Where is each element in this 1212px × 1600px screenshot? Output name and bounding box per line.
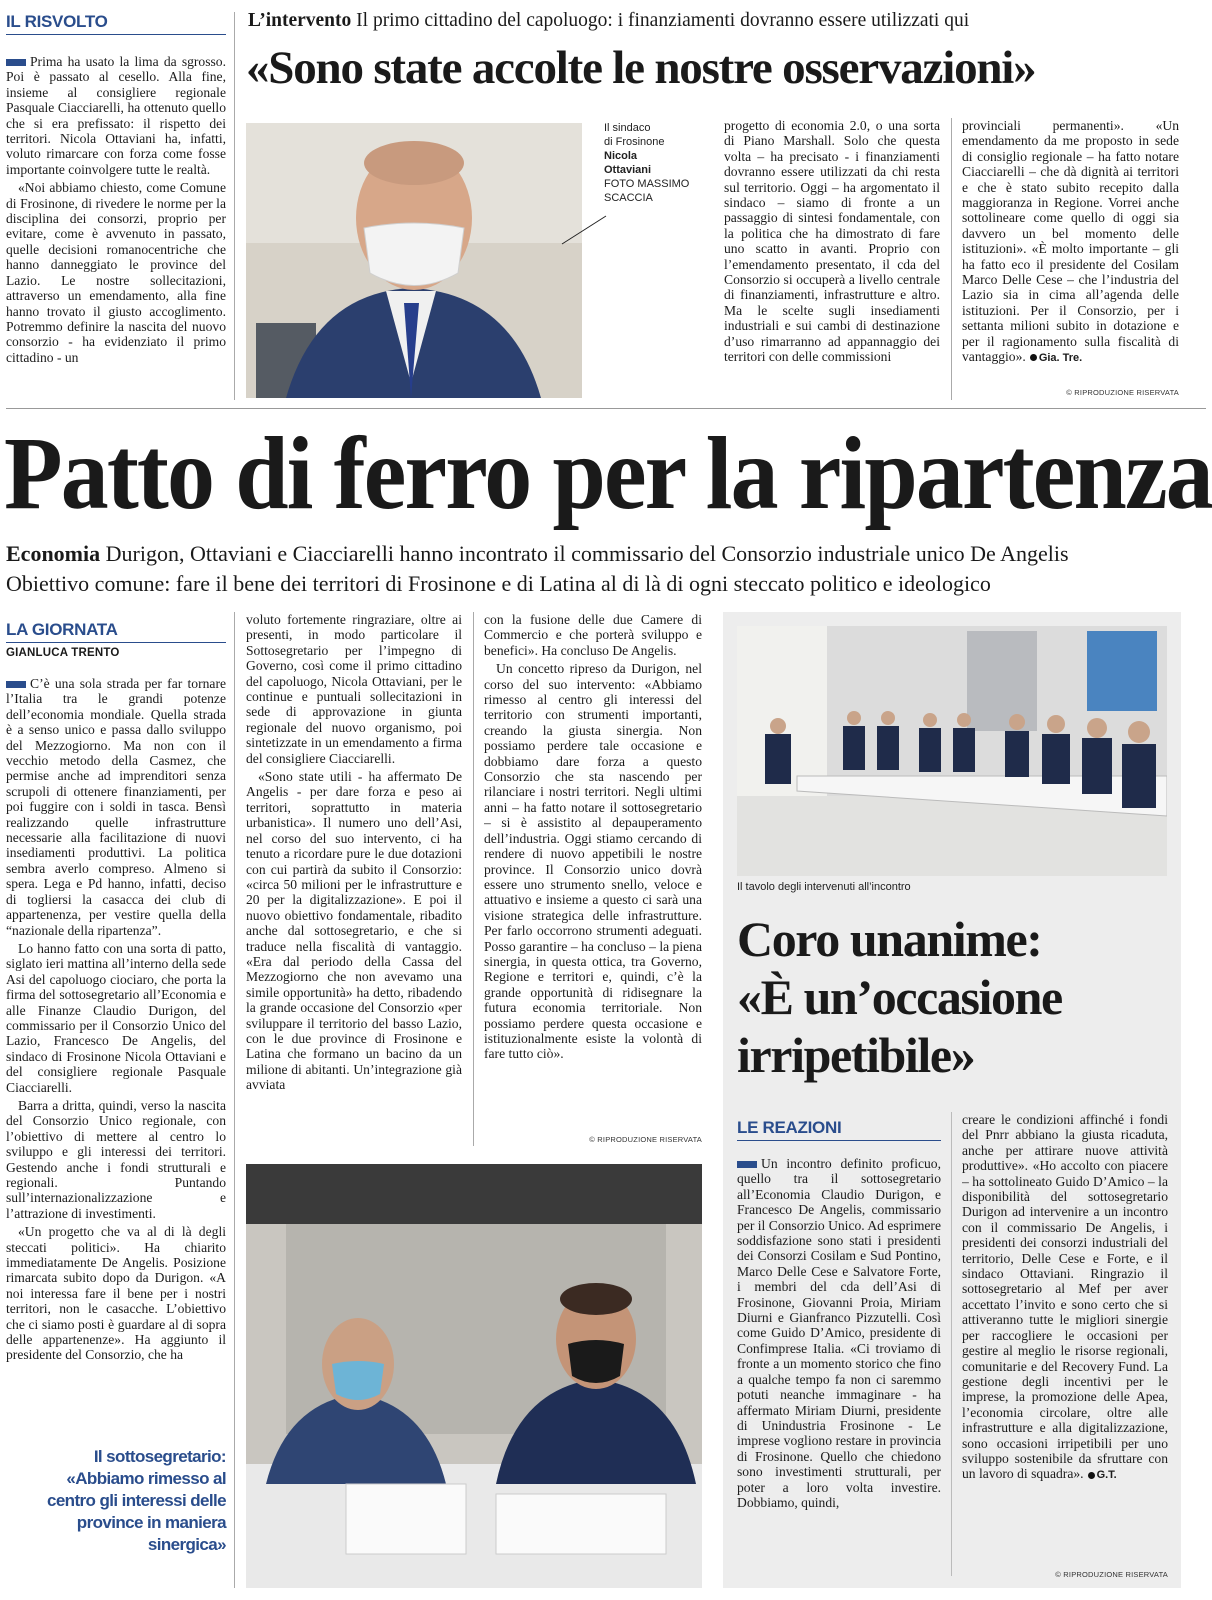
main-kicker: Economia xyxy=(6,541,101,566)
top-left-column xyxy=(6,54,226,400)
photo-mayor-caption xyxy=(604,121,714,205)
main-col-2 xyxy=(246,612,462,1146)
mayor-illustration xyxy=(246,123,582,398)
side-headline-line: irripetibile» xyxy=(737,1027,975,1083)
main-rights: © RIPRODUZIONE RISERVATA xyxy=(589,1135,702,1144)
caption-line: Nicola xyxy=(604,150,638,162)
byline: GIANLUCA TRENTO xyxy=(6,647,120,659)
top-col-3-text: progetto di economia 2.0, o una sorta di Piano Marshall. Solo che questa volta – ha precisato - i finanziamenti dovranno essere utilizzati da chi resta sul territorio. Oggi – ha argomentato il sindaco – siamo di fronte a un passaggio di sintesi fondamentale, con la politica che ha dimostrato di fare uno scatto in avanti. Proprio con l’emendamento presentato, il cda del Consorzio si occuperà a livello centrale di finanziamenti, infrastrutture e altro. Ma le scelte sugli insediamenti industriali e sui cambi di destinazione d’uso rimarranno ad appannaggio dei territori con delle commissioni xyxy=(724,118,940,365)
top-col-3 xyxy=(724,118,940,398)
main-deck-line-2: Obiettivo comune: fare il bene dei territori di Frosinone e di Latina al di là di ogni steccato politico e ideologico xyxy=(6,571,991,596)
section-label-reazioni: LE REAZIONI xyxy=(737,1118,941,1141)
main-col-1 xyxy=(6,676,226,1424)
side-col1-text: Un incontro definito proficuo, quello tra il sottosegretario all’Economia Claudio Durigon, e Francesco De Angelis, commissario per il Consorzio Unico. Ad esprimere soddisfazione sono stati i presidenti dei Consorzi Cosilam e Sud Pontino, Marco Delle Cese e Salvatore Forte, i membri del cda dell’Asi di Frosinone, Giovanni Proia, Miriam Diurni e Gianfranco Pizzutelli. Così come Guido D’Amico, presidente di Confimprese Italia. «Ci troviamo di fronte a un momento storico che fino a qualche tempo fa non ci saremmo potuti neanche immaginare - ha affermato Miriam Diurni, presidente di Unindustria Frosinone - Le imprese vogliono restare in provincia di Frosinone. Quello che chiedono sono investimenti strutturali, per poter a loro volta investire. Dobbiamo, quindi, xyxy=(737,1156,941,1510)
top-col-4-text: provinciali permanenti». «Un emendamento da me proposto in sede di consiglio regionale – ha fatto notare Ciacciarelli – che dà dignità ai territori e che è stato subito recepito dalla maggioranza in Regione. Vorrei anche sottolineare come quello di oggi sia davvero un bel momento delle istituzioni». «È molto importante – gli ha fatto eco il presidente del Cosilam Marco Delle Cese – che l’industria del Lazio sia in cima all’agenda delle istituzioni. Per il Consorzio, per i settanta milioni subito in dotazione e per il ragionamento sulla fiscalità di vantaggio». xyxy=(962,118,1179,365)
side-col-2 xyxy=(962,1112,1168,1566)
side-headline xyxy=(737,910,1177,1084)
photo-two-men xyxy=(246,1164,702,1588)
lead-mark xyxy=(737,1161,757,1168)
photo-mayor xyxy=(246,123,582,398)
side-col2-text: creare le condizioni affinché i fondi del Pnrr abbiano la giusta ricaduta, anche per attirare nuove attività produttive». «Ho accolto con piacere – ha sottolineato Guido D’Amico – la disponibilità del sottosegretario Durigon ad intervenire a un incontro con il commissario De Angelis, i presidenti dei consorzi industriali del territorio, Delle Cese e Forte, e il sindaco Ottaviani. Ringrazio il sottosegretario al Mef per aver accettato l’invito e sono certo che si attiveranno tutte le migliori sinergie per raccogliere le occasioni per gestire al meglio le risorse regionali, comunitarie e del Recovery Fund. La gestione degli incentivi per le imprese, la promozione delle Apea, l’economia circolare, oltre alle infrastrutture e alla digitalizzazione, sono occasioni irripetibili per uno sviluppo sostenibile da sfruttare con un lavoro di squadra». xyxy=(962,1112,1168,1482)
section-label-risvolto: IL RISVOLTO xyxy=(6,12,226,35)
main-col2-par: voluto fortemente ringraziare, oltre ai presenti, in modo particolare il Sottosegretario per l’impegno di Governo, così come il primo cittadino del capoluogo, Nicola Ottaviani, per le continue e puntuali sollecitazioni in sede di approvazione in giunta regionale del nuovo organismo, poi sintetizzate in un emendamento a firma del consigliere Ciacciarelli. xyxy=(246,612,462,766)
top-headline: «Sono state accolte le nostre osservazioni» xyxy=(246,42,1036,94)
section-label-giornata: LA GIORNATA xyxy=(6,620,226,643)
caption-line: di Frosinone xyxy=(604,136,665,148)
side-signature: G.T. xyxy=(1096,1469,1117,1482)
meeting-illustration xyxy=(737,626,1167,876)
caption-line: Il sindaco xyxy=(604,122,651,134)
signature-dot xyxy=(1088,1472,1095,1479)
top-col-4 xyxy=(962,118,1179,386)
main-col1-par: «Un progetto che va al di là degli steccati politici». Ha chiarito immediatamente De Angelis. Posizione rimarcata subito dopo da Durigon. «A noi interessa fare il bene per i nostri territori, non le casacche. L’obiettivo che ci siamo posti è guardare al di sopra delle appartenenze». Ha aggiunto il presidente del Consorzio, che ha xyxy=(6,1224,226,1363)
photo-meeting-caption: Il tavolo degli intervenuti all’incontro xyxy=(737,881,911,893)
lead-mark xyxy=(6,59,26,66)
main-deck-line-1 xyxy=(6,540,1212,568)
main-col1-par: C’è una sola strada per far tornare l’Italia tra le grandi potenze dell’economia mondiale. Quella strada è a senso unico e passa dallo sviluppo del Mezzogiorno. Ma non con il vecchio metodo della Casmez, che permise anche ad imprenditori senza scrupoli di ottenere finanziamenti, per poi fuggire con i soldi in tasca. Bensì realizzando quelle infrastrutture necessarie alla facilitazione di nuovi insediamenti produttivi. La politica sembra averlo compreso. Almeno si spera. Lega e Pd hanno, infatti, deciso di togliersi la casacca dei club di appartenenza, per vestire quella della “nazionale della ripartenza”. xyxy=(6,676,226,938)
signature-dot xyxy=(1030,354,1037,361)
main-col3-par: Un concetto ripreso da Durigon, nel corso del suo intervento: «Abbiamo rimesso al centro gli interessi del territorio con strumenti importanti, creando la giusta sinergia. Non possiamo perdere tale occasione e dobbiamo dare forza a questo Consorzio che sta nascendo per rilanciare i nostri territori. Negli ultimi anni – ha fatto notare il sottosegretario – si è assistito al depauperamento dell’industria. Oggi stiamo cercando di rendere di nuovo appetibili le nostre province. Il Consorzio unico dovrà essere uno strumento snello, veloce e attuativo e insieme a questo ci sarà una visione strategica delle infrastrutture. Per farlo occorrono strumenti adeguati. Posso garantire – ha concluso – la piena sinergia, in questa ottica, tra Governo, Regione e territori e, quindi, c’è la grande opportunità di ridisegnare la futura economia territoriale. Non possiamo perdere questa occasione e istituzionalmente esiste la volontà di fare tutto ciò». xyxy=(484,661,702,1062)
main-col-3 xyxy=(484,612,702,1132)
photo-meeting-table xyxy=(737,626,1167,876)
caption-line: SCACCIA xyxy=(604,192,653,204)
main-headline: Patto di ferro per la ripartenza xyxy=(4,416,1212,531)
pull-quote-line: centro gli interessi delle xyxy=(46,1491,226,1510)
top-rights: © RIPRODUZIONE RISERVATA xyxy=(1066,388,1179,397)
lead-mark xyxy=(6,681,26,688)
side-headline-line: Coro unanime: xyxy=(737,911,1042,967)
main-col2-par: «Sono state utili - ha affermato De Angelis - per dare forza e peso ai territori, soprattutto in materia urbanistica». Il numero uno dell’Asi, nel corso del suo intervento, ci ha tenuto a ricordare pure le due dotazioni con cui partirà da subito il Consorzio: «circa 50 milioni per le infrastrutture e 20 per la digitalizzazione». E poi il nuovo obiettivo fondamentale, ribadito anche dal sottosegretario, e che si traduce nella fiscalità di vantaggio. «Era dal periodo della Cassa del Mezzogiorno che non avevamo una simile opportunità» ha detto, ribadendo la grande occasione del Consorzio «per sviluppare il territorio del basso Lazio, con le due province di Frosinone e Latina che formano un bacino da un milione di abitanti. Un’integrazione già avviata xyxy=(246,769,462,1093)
top-left-par-1: Prima ha usato la lima da sgrosso. Poi è passato al cesello. Alla fine, insieme al consigliere regionale Pasquale Ciacciarelli, ha ottenuto quello che si era prefissato: il rispetto dei territori. Nicola Ottaviani ha, infatti, voluto rimarcare con forza come fosse importante coinvolgere tutte le realtà. xyxy=(6,54,226,177)
side-col-1 xyxy=(737,1156,941,1580)
top-kicker-label: L’intervento xyxy=(248,10,352,31)
top-kicker-rest: Il primo cittadino del capoluogo: i finanziamenti dovranno essere utilizzati qui xyxy=(356,10,970,31)
top-kicker xyxy=(248,10,1208,32)
pull-quote-line: Il sottosegretario: xyxy=(93,1447,226,1466)
caption-pointer xyxy=(560,212,610,252)
caption-line: Ottaviani xyxy=(604,164,652,176)
pull-quote-line: sinergica» xyxy=(147,1535,226,1554)
main-col1-par: Barra a dritta, quindi, verso la nascita del Consorzio Unico regionale, con l’obiettivo di mettere al centro lo sviluppo e gli interessi dei territori. Gestendo anche i fondi strutturali e regionali. Puntando sull’internazionalizzazione e l’attrazione di investimenti. xyxy=(6,1097,226,1221)
main-col3-par: con la fusione delle due Camere di Commercio e che porterà sviluppo e benefici». Ha concluso De Angelis. xyxy=(484,612,702,658)
caption-line: FOTO MASSIMO xyxy=(604,178,690,190)
pull-quote-line: province in maniera xyxy=(76,1513,226,1532)
main-col1-par: Lo hanno fatto con una sorta di patto, siglato ieri mattina all’interno della sede Asi del capoluogo ciociaro, che porta la firma del sottosegretario all’Economia e alle Finanze Claudio Durigon, del commissario per il Consorzio Unico del Lazio, Francesco De Angelis, del sindaco di Frosinone Nicola Ottaviani e del consigliere regionale Pasquale Ciacciarelli. xyxy=(6,940,226,1095)
side-headline-line: «È un’occasione xyxy=(737,969,1062,1025)
pull-quote-line: «Abbiamo rimesso al xyxy=(66,1469,226,1488)
top-left-par-2: «Noi abbiamo chiesto, come Comune di Frosinone, di rivedere le norme per la disciplina dei consorzi, proprio per evitare, come è avvenuto in passato, quelle decisioni romanocentriche che hanno danneggiato le province del Lazio. Le nostre sollecitazioni, attraverso un emendamento, alla fine hanno trovato il giusto accoglimento. Potremmo definire la nascita del nuovo consorzio - ha evidenziato il primo cittadino - un xyxy=(6,180,226,365)
pull-quote xyxy=(6,1446,226,1556)
side-rights: © RIPRODUZIONE RISERVATA xyxy=(1055,1570,1168,1579)
two-men-illustration xyxy=(246,1164,702,1588)
deck-text-1: Durigon, Ottaviani e Ciacciarelli hanno incontrato il commissario del Consorzio industriale unico De Angelis xyxy=(105,541,1069,566)
top-signature: Gia. Tre. xyxy=(1038,352,1083,365)
